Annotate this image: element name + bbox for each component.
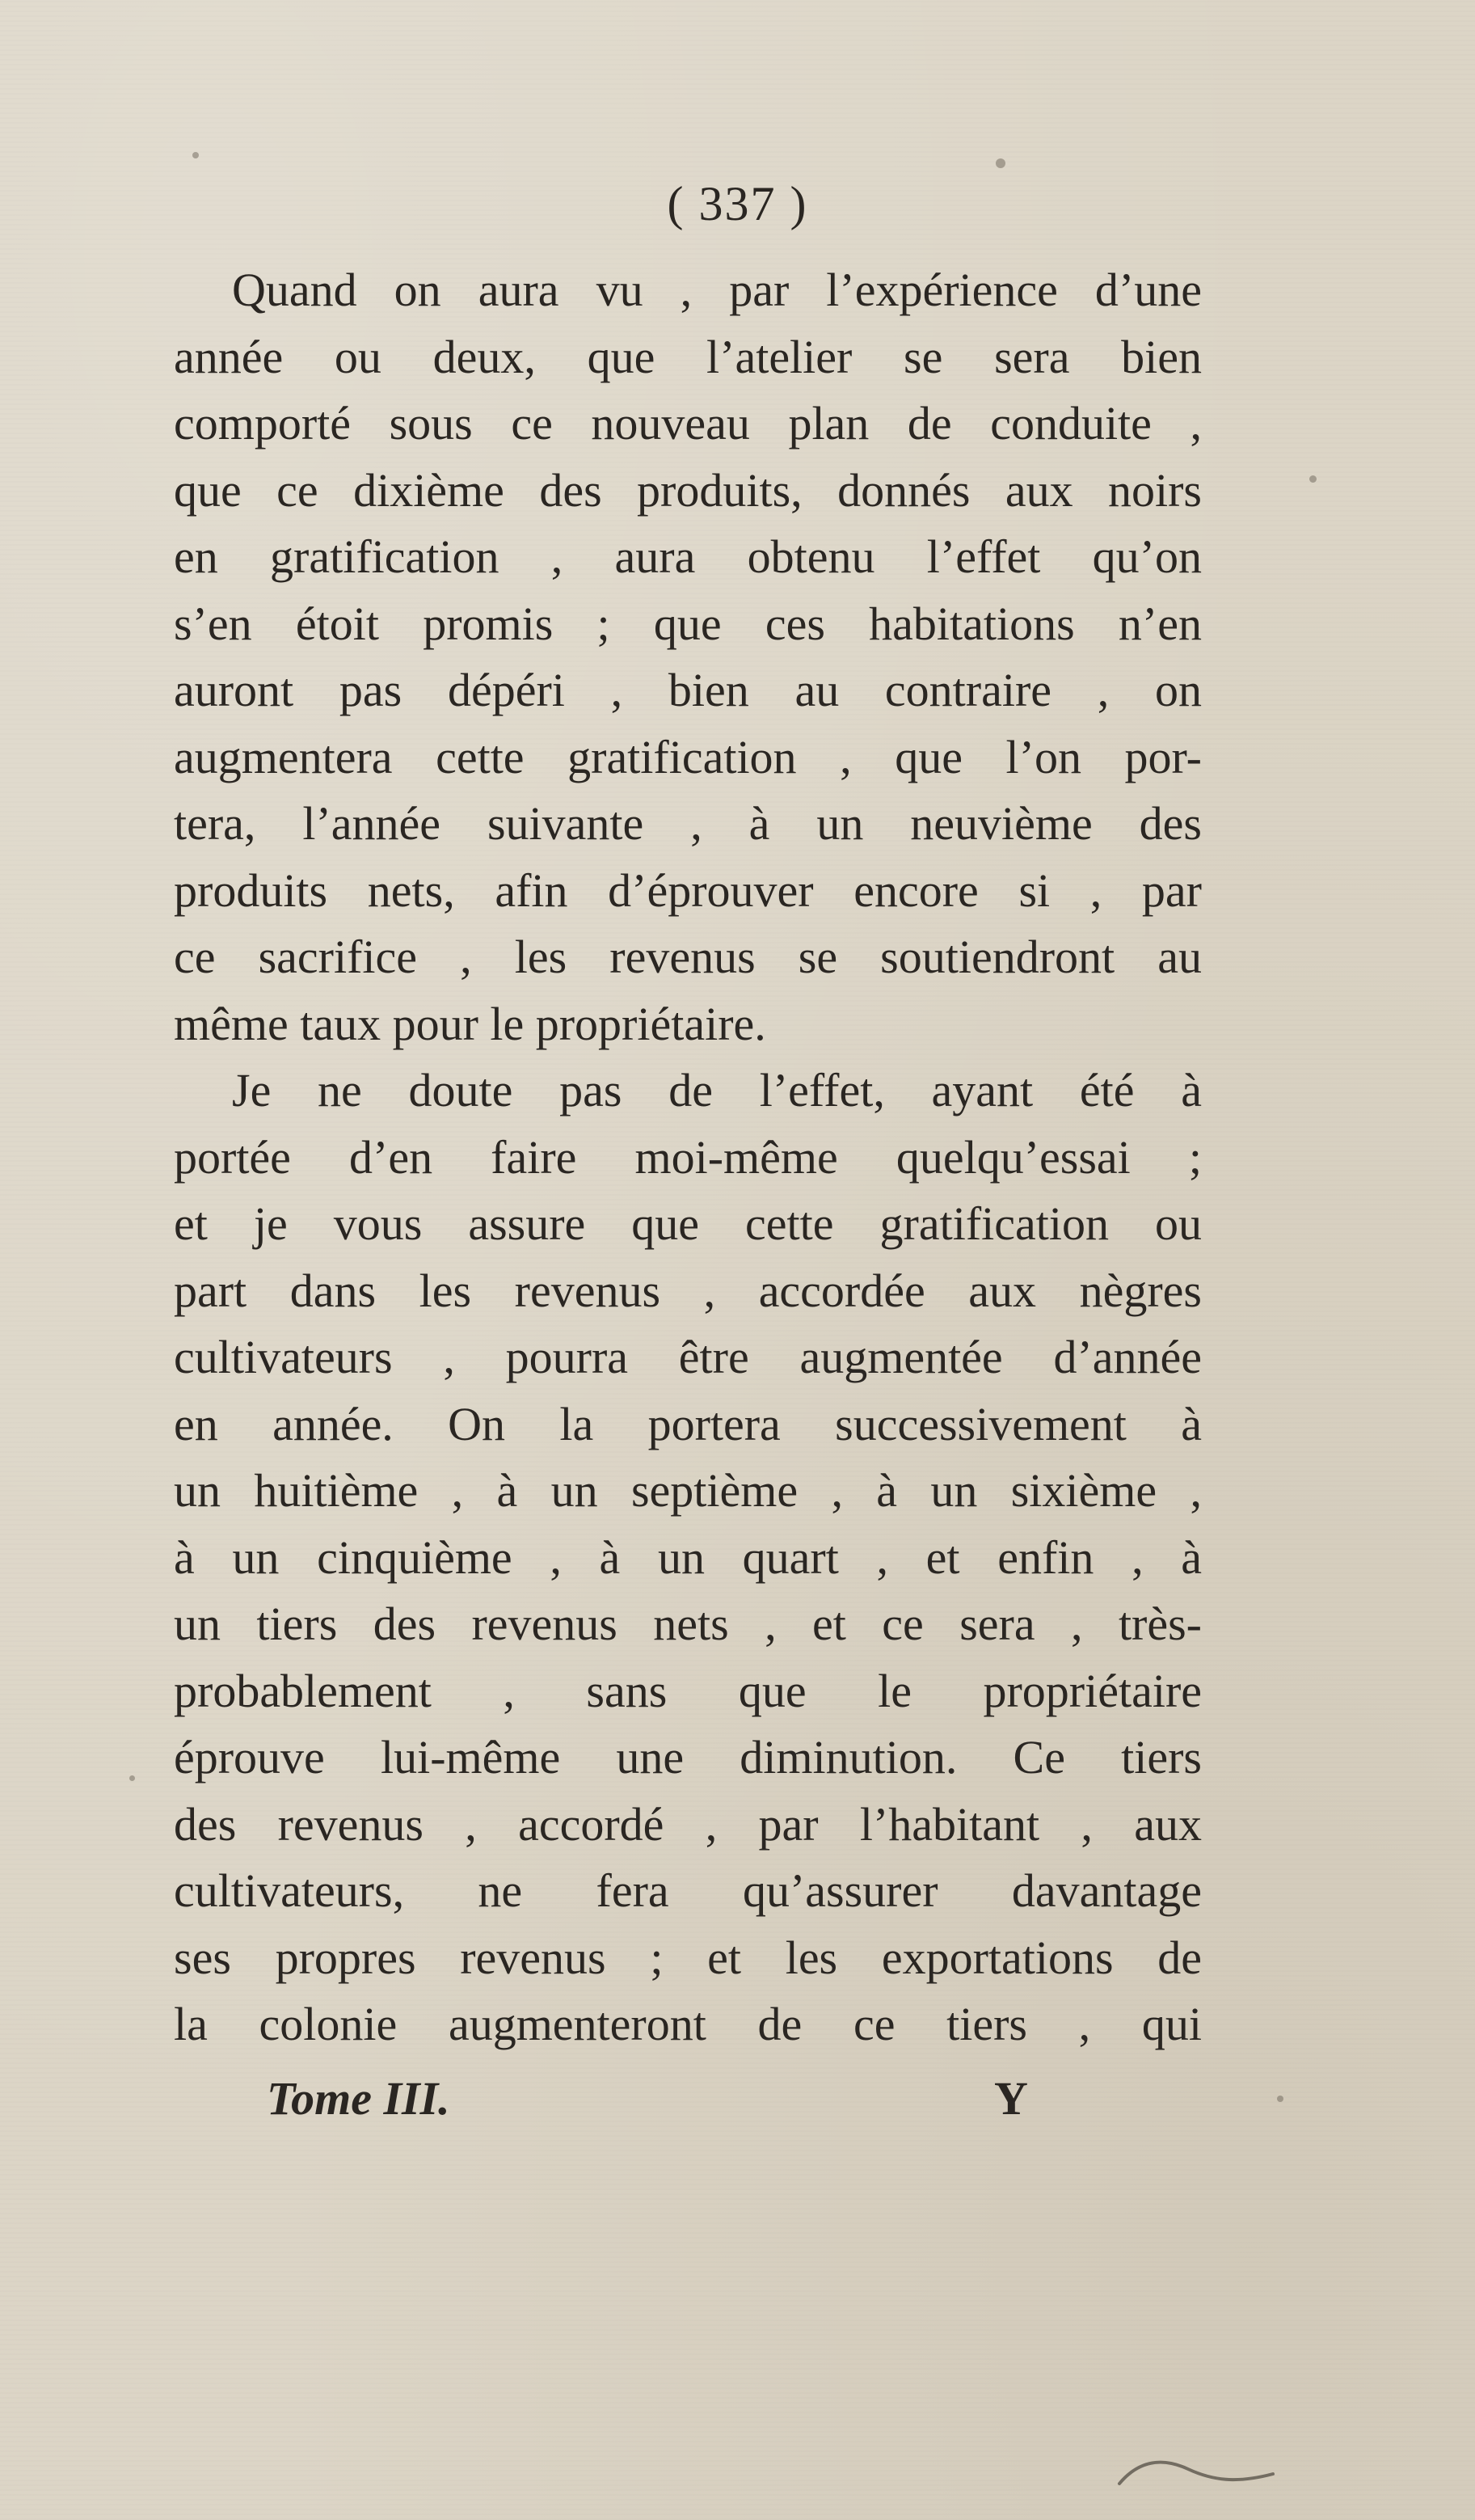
text-line: Quand on aura vu , par l’expérience d’une [232, 264, 1202, 316]
text-line: augmentera cette gratification , que l’on por- [174, 730, 1202, 783]
text-line: et je vous assure que cette gratification ou [174, 1197, 1202, 1250]
text-line: auront pas dépéri , bien au contraire , on [174, 664, 1202, 716]
paper-speck [1277, 2096, 1283, 2102]
text-line: Je ne doute pas de l’effet, ayant été à [232, 1064, 1202, 1116]
gathering-letter: Y [994, 2072, 1028, 2125]
text-line: en gratification , aura obtenu l’effet qu’on [174, 530, 1202, 583]
text-line: à un cinquième , à un quart , et enfin , à [174, 1530, 1202, 1584]
text-line: en année. On la portera successivement à [174, 1397, 1202, 1450]
text-line: portée d’en faire moi-même quelqu’essai ; [174, 1130, 1202, 1184]
text-line: produits nets, afin d’éprouver encore si , par [174, 863, 1202, 917]
text-line: part dans les revenus , accordée aux nègres [174, 1264, 1202, 1317]
text-line: cultivateurs , pourra être augmentée d’année [174, 1331, 1202, 1383]
text-line: tera, l’année suivante , à un neuvième des [174, 797, 1202, 850]
paragraph-1 [174, 257, 1202, 1057]
text-line: un tiers des revenus nets , et ce sera , très- [174, 1598, 1202, 1650]
text-line: que ce dixième des produits, donnés aux noirs [174, 463, 1202, 517]
ink-stroke [1115, 2451, 1277, 2500]
text-line: ce sacrifice , les revenus se soutiendront au [174, 931, 1202, 983]
text-line: probablement , sans que le propriétaire [174, 1664, 1202, 1717]
text-line: la colonie augmenteront de ce tiers , qui [174, 1998, 1202, 2050]
text-line: année ou deux, que l’atelier se sera bien [174, 330, 1202, 383]
page-number: ( 337 ) [667, 177, 808, 230]
paper-speck [192, 152, 199, 158]
text-line: cultivateurs, ne fera qu’assurer davantage [174, 1864, 1202, 1917]
text-line: s’en étoit promis ; que ces habitations n’en [174, 597, 1202, 650]
text-line: même taux pour le propriétaire. [174, 997, 766, 1050]
text-line: ses propres revenus ; et les exportations de [174, 1931, 1202, 1984]
text-line: des revenus , accordé , par l’habitant , aux [174, 1797, 1202, 1851]
text-line: un huitième , à un septième , à un sixième , [174, 1464, 1202, 1517]
body-text [174, 257, 1202, 2058]
paper-speck [129, 1775, 135, 1781]
paper-speck [1309, 475, 1317, 483]
text-line: comporté sous ce nouveau plan de conduite , [174, 397, 1202, 450]
paragraph-2 [174, 1057, 1202, 2058]
signature-mark: Tome III. [267, 2072, 450, 2125]
text-line: éprouve lui-même une diminution. Ce tiers [174, 1731, 1202, 1783]
paper-speck [996, 158, 1005, 168]
